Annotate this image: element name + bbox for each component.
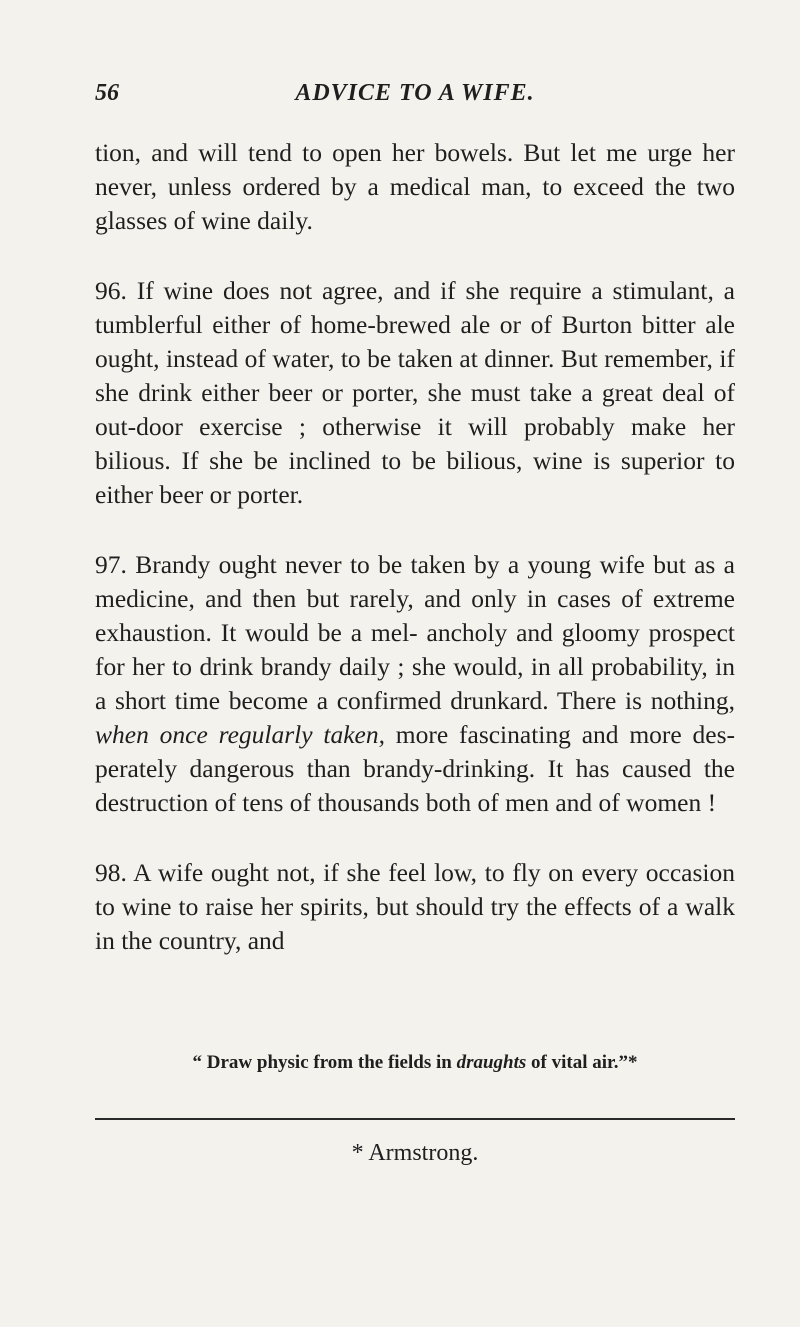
paragraph-97 (95, 548, 735, 820)
page-header (95, 80, 735, 114)
paragraph-97-part-2: more fascinating and more des- perately dangerous than brandy-drinking. It has caused the destruction of tens of thousands both of men and of women ! (95, 720, 736, 817)
footnote: * Armstrong. (351, 1140, 479, 1166)
page-number: 56 (95, 80, 119, 106)
quote-before: “ Draw physic from the fields in (192, 1052, 452, 1073)
quote-after: of vital air.”* (531, 1052, 638, 1073)
paragraph-98: 98. A wife ought not, if she feel low, to fly on every occasion to wine to raise her spirits, but should try the effects of a walk in the country, and (95, 858, 735, 955)
paragraph-continuation: tion, and will tend to open her bowels. But let me urge her never, unless ordered by a medical man, to exceed the two glasses of wine daily. (95, 138, 735, 235)
body-text (95, 136, 735, 958)
footnote-divider (95, 1118, 735, 1120)
verse-quotation (95, 1052, 735, 1074)
quote-italic: draughts (456, 1052, 527, 1073)
running-head: ADVICE TO A WIFE. (295, 80, 535, 106)
paragraph-97-part-1: 97. Brandy ought never to be taken by a young wife but as a medicine, and then but rarely, and only in cases of extreme exhaustion. It would be a mel- ancholy and gloomy prospect for her to drink brandy daily ; she would, in all probability, in a short time become a confirmed drunkard. There is nothing, (95, 550, 735, 715)
paragraph-96: 96. If wine does not agree, and if she require a stimulant, a tumblerful either of home-brewed ale or of Burton bitter ale ought, instead of water, to be taken at dinner. But remember, if she drink either beer or porter, she must take a great deal of out-door exercise ; otherwise it will probably make her bilious. If she be inclined to be bilious, wine is superior to either beer or porter. (95, 276, 735, 509)
paragraph-97-italic: when once regularly taken, (95, 720, 385, 749)
